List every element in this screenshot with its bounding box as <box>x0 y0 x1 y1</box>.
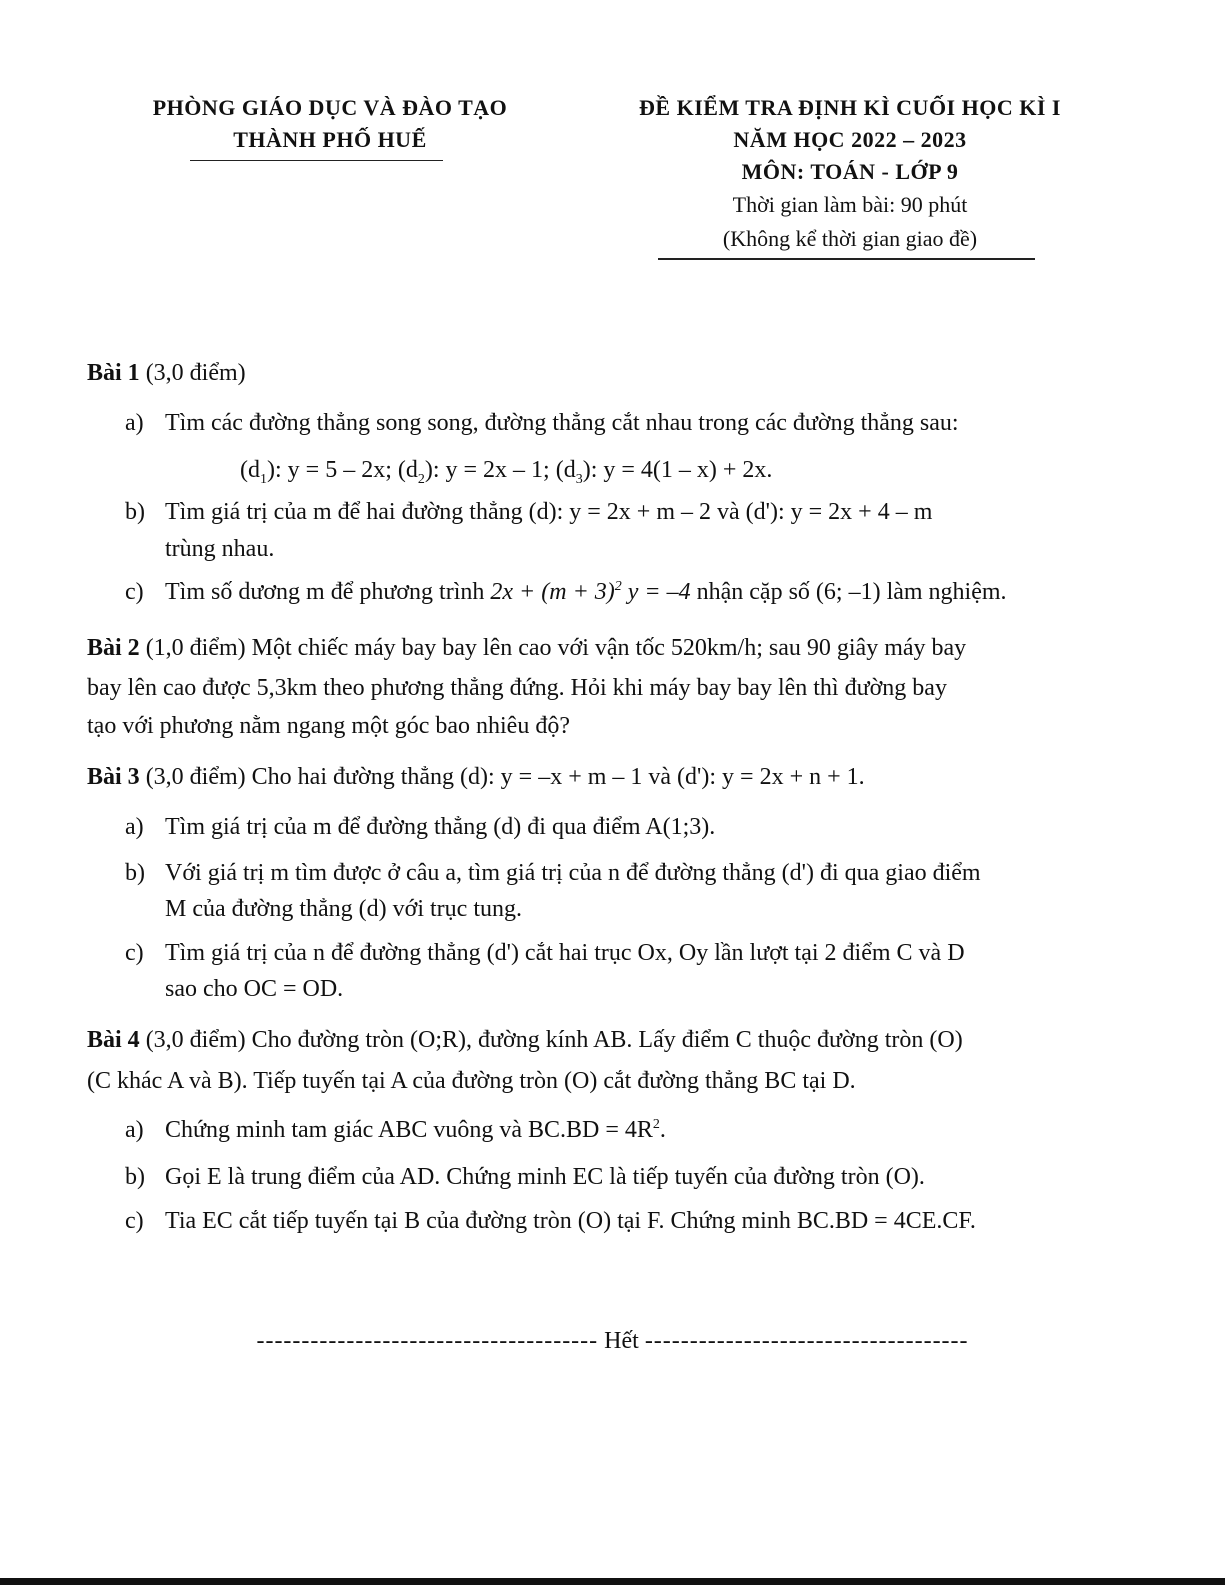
bai2-text: (1,0 điểm) Một chiếc máy bay bay lên cao với vận tốc 520km/h; sau 90 giây máy bay <box>145 635 967 661</box>
bai4-line2: (C khác A và B). Tiếp tuyến tại A của đường tròn (O) cắt đường thẳng BC tại D. <box>87 1068 856 1094</box>
bai3-b-text: Với giá trị m tìm được ở câu a, tìm giá trị của n để đường thẳng (d') đi qua giao điểm <box>165 860 981 886</box>
duration-note: (Không kể thời gian giao đề) <box>722 226 978 251</box>
bai1-c <box>125 577 1007 607</box>
eq-sub: 1 <box>260 471 267 487</box>
bai1-points: (3,0 điểm) <box>145 360 246 386</box>
header-right-underline <box>658 258 1035 260</box>
bai4-a-end: . <box>659 1117 666 1143</box>
eq-sup: 2 <box>614 579 622 594</box>
bai3-a <box>125 812 715 842</box>
bai1-b <box>125 497 932 527</box>
bai3-title: Bài 3 <box>87 764 140 790</box>
bai1-c-equation <box>490 579 690 605</box>
dashes-left: -------------------------------------- <box>256 1328 599 1354</box>
city-name: THÀNH PHỐ HUẾ <box>233 127 427 152</box>
bai1-b-text: Tìm giá trị của m để hai đường thẳng (d): y = 2x + m – 2 và (d'): y = 2x + 4 – m <box>165 499 933 525</box>
bai4-a <box>125 1115 666 1145</box>
bai1-c-text-post: làm nghiệm. <box>886 579 1007 605</box>
bai1-c-text-pre: Tìm số dương m để phương trình <box>165 579 485 605</box>
header-right <box>585 92 1115 256</box>
bai3-b-cont: M của đường thẳng (d) với trục tung. <box>165 896 522 922</box>
eq-part: ): y = 4(1 – x) + 2x. <box>582 457 773 483</box>
bai4-title: Bài 4 <box>87 1027 140 1053</box>
eq-part: ): y = 2x – 1; (d <box>424 457 576 483</box>
end-word: Hết <box>604 1328 639 1354</box>
bai2-line1 <box>87 633 966 663</box>
bai4-a-text: Chứng minh tam giác ABC vuông và BC.BD = 4R <box>165 1117 653 1143</box>
bai4-a-sup: 2 <box>652 1117 660 1132</box>
eq-part: 2x + (m + 3) <box>490 579 615 605</box>
bai4-text: (3,0 điểm) Cho đường tròn (O;R), đường kính AB. Lấy điểm C thuộc đường tròn (O) <box>145 1027 963 1053</box>
department-name: PHÒNG GIÁO DỤC VÀ ĐÀO TẠO <box>152 95 508 120</box>
bai3-a-label: a) <box>125 814 144 840</box>
school-year: NĂM HỌC 2022 – 2023 <box>733 127 967 152</box>
bai3-c-label: c) <box>125 940 144 966</box>
bai4-c-text: Tia EC cắt tiếp tuyến tại B của đường tròn (O) tại F. Chứng minh BC.BD = 4CE.CF. <box>165 1208 976 1234</box>
dashes-right: ------------------------------------ <box>644 1328 969 1354</box>
bai4-a-label: a) <box>125 1117 144 1143</box>
header-left-underline <box>190 160 443 161</box>
subject: MÔN: TOÁN - LỚP 9 <box>741 159 959 184</box>
bai1-heading <box>87 358 246 388</box>
bai1-b-cont: trùng nhau. <box>165 536 275 562</box>
bai1-c-label: c) <box>125 579 144 605</box>
eq-sub: 3 <box>575 471 583 487</box>
bai3-text: (3,0 điểm) Cho hai đường thẳng (d): y = –x + m – 1 và (d'): y = 2x + n + 1. <box>145 764 865 790</box>
bai3-c <box>125 938 965 968</box>
bai4-c <box>125 1206 976 1236</box>
bai1-title: Bài 1 <box>87 360 140 386</box>
eq-part: ): y = 5 – 2x; (d <box>267 457 418 483</box>
bai1-a-label: a) <box>125 410 144 436</box>
eq-sub: 2 <box>417 471 425 487</box>
bai3-b <box>125 858 981 888</box>
bai3-c-cont: sao cho OC = OD. <box>165 976 344 1002</box>
bai1-c-pair: (6; –1) <box>815 579 881 605</box>
bai1-a-text: Tìm các đường thẳng song song, đường thẳng cắt nhau trong các đường thẳng sau: <box>165 410 959 436</box>
bai4-c-label: c) <box>125 1208 144 1234</box>
end-marker <box>0 1328 1225 1355</box>
bai2-line3: tạo với phương nằm ngang một góc bao nhiêu độ? <box>87 713 570 739</box>
exam-title: ĐỀ KIỂM TRA ĐỊNH KÌ CUỐI HỌC KÌ I <box>639 95 1061 120</box>
bai3-c-text: Tìm giá trị của n để đường thẳng (d') cắt hai trục Ox, Oy lần lượt tại 2 điểm C và D <box>165 940 965 966</box>
eq-part: (d <box>240 457 260 483</box>
bai1-a-equations <box>240 455 772 485</box>
bai3-b-label: b) <box>125 860 145 886</box>
bai4-line1 <box>87 1025 963 1055</box>
bai4-b-text: Gọi E là trung điểm của AD. Chứng minh EC là tiếp tuyến của đường tròn (O). <box>165 1164 925 1190</box>
bai1-b-label: b) <box>125 499 145 525</box>
duration: Thời gian làm bài: 90 phút <box>732 192 968 217</box>
bai1-a <box>125 408 959 438</box>
bai4-b-label: b) <box>125 1164 145 1190</box>
bai2-title: Bài 2 <box>87 635 140 661</box>
header-left <box>110 92 550 156</box>
eq-part: y = –4 <box>621 579 691 605</box>
bai3-a-text: Tìm giá trị của m để đường thẳng (d) đi qua điểm A(1;3). <box>165 814 716 840</box>
bai3-line1 <box>87 762 865 792</box>
bai2-line2: bay lên cao được 5,3km theo phương thẳng đứng. Hỏi khi máy bay bay lên thì đường bay <box>87 675 947 701</box>
bai4-b <box>125 1162 925 1192</box>
scan-bottom-edge <box>0 1578 1225 1585</box>
bai1-c-text-mid: nhận cặp số <box>696 579 810 605</box>
